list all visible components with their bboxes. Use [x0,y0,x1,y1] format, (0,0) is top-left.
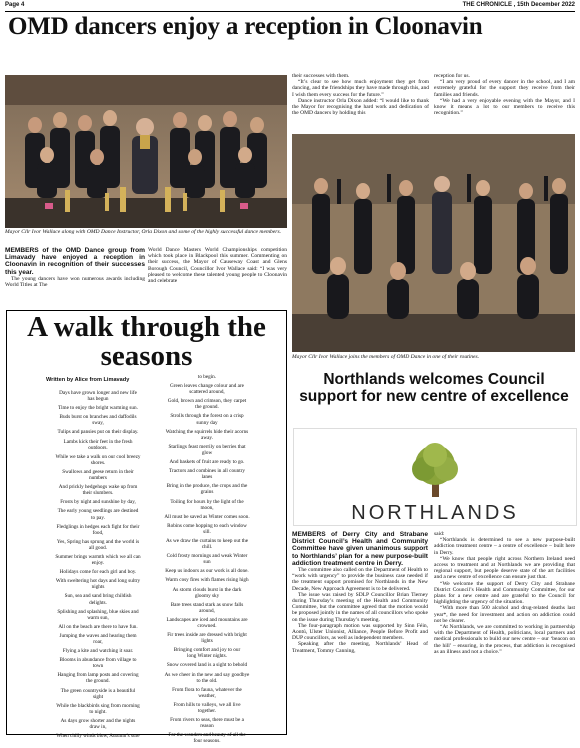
poem-stanza [46,593,150,605]
dance-caption-right: Mayor Cllr Ivor Wallace joins the members of OMD Dance in one of their routines. [292,354,480,360]
poem-line: to pay. [91,514,105,521]
poem-line: For the wonders and beauty of all the [168,732,246,739]
poem-stanza [155,732,259,744]
poem-line: Keep us indoors as our work is all done. [165,568,249,575]
poem-line: Watching the squirrels hide their acorns [165,428,249,435]
poem-stanza [46,672,150,684]
poem-line: As we draw the curtains to keep out the [165,537,249,544]
poem-line: Green leaves change colour and are [170,383,244,390]
poem-line: And prickly hedgehogs wake up from [58,484,138,491]
dance-col3-p3: Dance instructor Orla Dixon added: “I would like to thank the Mayor for recognising the hard work and dedication of the OMD dancers by holding this [292,97,429,117]
poem-stanza [46,733,150,739]
poem-stanza [155,523,259,535]
northlands-col-2 [434,531,575,655]
poem-stanza [155,538,259,550]
poem-line: sun [203,559,211,566]
poem-stanza [155,647,259,659]
poem-stanza [46,633,150,645]
poem-stanza [155,444,259,456]
poem-line: Blooms in abundance from village to [59,657,137,664]
dance-col-2 [148,247,287,284]
poem-stanza [155,587,259,599]
poem-line: Fledglings in hedges each fight for their [56,523,140,530]
poem-line: sway, [92,420,104,427]
poem-line: gloomy sky [194,592,220,599]
poem-line: crowned. [197,623,217,629]
poem-line: reason [200,723,214,730]
northlands-col1-p2: The issue was raised by SDLP Councillor Brian Tierney during Thursday’s meeting of the Health and Community Committee, but the committee agreed that the motion would be proposed jointly in the names of all councillors who spoke on the issue during Thursday’s meeting. [292,591,428,623]
poem-col-2 [155,374,259,748]
poem-line: Gold, brown and crimson, they carpet [167,398,247,405]
northlands-col-1 [292,531,428,654]
poem-line: sight [92,693,104,700]
poem-stanza [46,390,150,402]
dance-caption-left: Mayor Cllr Ivor Wallace along with OMD Dance Instructor, Orla Dixon and some of the highly successful dance members. [5,229,282,235]
dance-col1-text: The young dancers have won numerous awards including World Titles at The [5,275,145,289]
poem-col-1 [46,390,150,742]
poem-stanza [155,662,259,668]
poem-line: to begin. [197,374,217,380]
poem-stanza [46,703,150,715]
poem-line: away. [201,434,213,441]
northlands-lead: MEMBERS of Derry City and Strabane District Council’s Health and Community Committee have given unanimous support to Northlands’ plan for a new purpose-built addiction treatment centre in Derry. [292,531,428,567]
dance-col3-p2: “It’s clear to see how much enjoyment they get from dancing, and the friendships they have made through this, and I wish them every success for the future.” [292,79,429,98]
poem-line: While we take a walk on our cool breezy [55,453,141,460]
poem-line: The early young seedlings are destined [57,508,139,515]
poem-line: Yes, Spring has sprung and the world is [56,538,140,545]
dance-col4-p3: “We had a very enjoyable evening with the Mayor, and I know it means a lot to our members to receive this recognition.” [434,97,575,117]
poem-line: warm sun, [87,614,109,621]
poem-line: Strolls through the forest on a crisp [170,413,244,420]
poem-stanza [155,374,259,380]
northlands-col2-p2: “Northlands is determined to see a new purpose-built addiction treatment centre – a centre of excellence – built here in Derry. [434,537,575,556]
northlands-col2-p6: “At Northlands, we are committed to working in partnership with the Department of Health, politicians, local partners and medical professionals to build our new centre – our ‘beacon on the hill’ – ensuring, in the process, that addiction is recognised as an illness and not a choice.” [434,624,575,655]
poem-line: From hills to valleys, we all live [173,701,241,708]
page-number: Page 4 [5,2,25,8]
poem-line: glow [201,449,213,456]
poem-stanza [46,648,150,654]
poem-line: scattered around, [189,389,225,396]
poem-line: Time to enjoy the bright warming sun. [58,405,138,412]
poem-line: food, [92,529,104,536]
northlands-col2-p4: “We welcome the support of Derry City and Strabane District Council’s Health and Community Committee, for our plans for a new centre and are grateful to the Council for highlighting the urgency of the situation. [434,580,575,606]
northlands-col1-p4: Speaking after the meeting, Northlands’ Head of Treatment, Tommy Canning, [292,641,428,654]
publication-date: THE CHRONICLE , 15th December 2022 [462,2,575,8]
poem-line: Snow covered land is a sight to behold [166,662,248,669]
poem-line: Days have grown longer and new life [59,390,137,396]
poem-line: town [92,663,104,670]
poem-line: Cold frosty mornings and weak Winter [166,553,248,560]
poem-stanza [155,672,259,684]
poem-stanza [46,578,150,590]
poem-stanza [46,439,150,451]
poem-stanza [155,632,259,644]
poem-line: delights. [89,599,107,606]
northlands-col2-p3: “We know that people right across Northern Ireland need access to treatment and at Northlands we are providing that regional support, but people deserve state of the art facilities and a new centre of excellence can ensure just that. [434,555,575,581]
poem-line: all good. [88,544,108,551]
poem-line: the ground. [195,404,219,411]
poem-stanza [46,469,150,481]
poem-line: Landscapes are iced and mountains are [166,616,248,623]
dance-col4-p2: “I am very proud of every dancer in the school, and I am extremely grateful for the support they receive from their families and friends. [434,79,575,98]
poem-stanza [155,602,259,614]
poem-stanza [46,484,150,496]
northlands-col1-p1: The committee also called on the Department of Health to “work with urgency” to provide the business case needed if the treatment support promised for Northlands in the New Decade, New Approach Agreement is to be delivered. [292,567,428,592]
poem-line: All on the beach are there to have fun. [58,623,138,630]
poem-line: Tractors and combines in all country [168,468,246,475]
poem-line: From rivers to seas, there must be a [170,717,244,724]
poem-line: moon, [200,504,214,511]
poem-stanza [155,499,259,511]
poem-line: sill. [203,528,211,535]
poem-stanza [46,539,150,551]
poem-line: outdoors. [88,444,108,451]
poem-line: the ground. [86,678,110,685]
poem-line: Warm cosy fires with flames rising high [165,577,249,584]
poem-stanza [155,459,259,465]
poem-line: Toiling for hours by the light of the [170,498,244,505]
dance-col-4 [434,73,575,116]
poem-line: to night. [89,708,107,715]
dance-col2-text: World Dance Masters World Championships competition which took place in Blackpool this summer. Commenting on their success, the Mayor of Causeway Coast and Glens Borough Council, Councillor Ivor Wallace said: “I was very pleased to welcome these talented young people to Cloonavin and celebrate [148,247,287,285]
poem-stanza [46,688,150,700]
poem-line: roar, [93,639,103,645]
dance-lead: MEMBERS of the OMD Dance group from Limavady have enjoyed a reception in Cloonavin in recognition of their successes this year. [5,247,145,276]
poem-line: Starlings feast merrily on berries that [168,443,246,450]
dance-headline: OMD dancers enjoy a reception in Cloonavin [8,13,483,40]
poem-line: With sweltering hot days and long sultry [55,578,141,585]
poem-line: And baskets of fruit are ready to go. [169,459,245,466]
poem-stanza [155,617,259,629]
poem-line: chill. [201,544,213,551]
northlands-col2-p1: said: [434,531,445,537]
poem-stanza [46,429,150,435]
dance-col-1 [5,247,145,288]
poem-line: Swallows and geese return in their [62,468,134,475]
poem-line: Buds burst on branches and daffodils [59,414,137,421]
poem-stanza [46,569,150,575]
poem-line: Hanging from lamp posts and covering [57,672,139,679]
dance-col-3 [292,73,429,116]
poem-stanza [46,554,150,566]
poem-line: enjoy. [91,560,105,567]
header-rule [5,11,575,12]
tree-logo-icon [294,429,576,525]
poem-stanza [155,514,259,520]
poem-stanza [46,657,150,669]
poem-line: Robins come hopping to each window [167,522,247,529]
poem-line: draw in, [89,724,107,731]
poem-stanza [155,413,259,425]
poem-byline: Written by Alice from Limavady [46,377,130,383]
poem-stanza [155,383,259,395]
poem-stanza [46,499,150,505]
poem-line: Sun, sea and sand bring childish [64,593,132,600]
northlands-col1-p3: The four-paragraph motion was supported by Sinn Féin, Aontú, Ulster Unionist, Alliance, People Before Profit and DUP councillors, as well as independent members. [292,622,428,642]
northlands-col2-p5: “With more than 500 alcohol and drug-related deaths last year*, the need for investment and action on addiction could not be clearer. [434,605,575,624]
poem-stanza [46,524,150,536]
poem-line: lights [201,638,213,645]
poem-line: Summer brings warmth which we all can [55,553,141,560]
poem-line: long Winter nights. [187,653,227,660]
poem-line: Splishing and splashing, blue skies and [57,608,139,615]
poem-line: Bringing comfort and joy to our [173,647,241,654]
poem-stanza [46,609,150,621]
poem-line: grains [200,489,214,496]
poem-line: to the old. [196,677,218,684]
dance-col4-p1: reception for us. [434,73,470,79]
poem-line: four seasons. [193,738,221,745]
poem-line: Tulips and pansies put on their display. [57,429,139,436]
poem-line: From flora to fauna, whatever the [172,686,242,693]
poem-stanza [46,718,150,730]
poem-line: While the blackbirds sing from morning [56,702,140,709]
poem-line: Flying a kite and watching it soar. [62,648,134,655]
poem-line: Holidays come for each girl and boy. [59,569,137,576]
poem-stanza [155,398,259,410]
poem-stanza [155,483,259,495]
poem-stanza [155,468,259,480]
poem-line: As we cheer in the new and say goodbye [164,671,250,678]
poem-line: around, [199,607,215,614]
poem-line: As days grow shorter and the nights [60,717,136,724]
dance-col3-p1: their successes with them. [292,73,350,79]
poem-stanza [155,429,259,441]
poem-line: Jumping the waves and hearing them [59,632,137,639]
poem-line: numbers [89,475,107,482]
poem-line: Bring in the produce, the crops and the [166,483,248,490]
poem-stanza [155,577,259,583]
poem-line: their slumbers. [82,490,114,497]
northlands-logo [293,428,577,526]
poem-stanza [46,414,150,426]
poem-stanza [155,687,259,699]
poem-line: When chilly winds blow, Autumn’s sure [56,733,140,740]
poem-line: weather, [198,692,216,699]
poem-line: lanes [201,474,213,481]
poem-title: A walk through the seasons [27,311,266,372]
poem-line: Lambs kick their feet in the fresh [63,438,133,445]
poem-line: As storm clouds burst in the dark [172,586,242,593]
northlands-headline: Northlands welcomes Council support for new centre of excellence [299,371,569,405]
poem-stanza [155,568,259,574]
poem-line: Fir trees inside are dressed with bright [167,632,247,639]
poem-stanza [155,717,259,729]
poem-line: together. [197,708,216,715]
poem-line: nights [91,584,105,591]
poem-line: sunny day [196,419,218,426]
poem-stanza [46,624,150,630]
poem-stanza [46,508,150,520]
poem-line: The green countryside is a beautiful [60,687,136,694]
poem-line: Bare trees stand stark as snow falls [170,601,244,608]
poem-stanza [155,553,259,565]
poem-line: has begun [87,396,109,403]
dance-routine-photo [292,134,575,352]
poem-line: All must be saved as Winter comes soon. [164,513,250,520]
poem-stanza [155,702,259,714]
poem-stanza [46,405,150,411]
poem-stanza [46,454,150,466]
poem-line: shores. [90,459,106,466]
northlands-logo-text: NORTHLANDS [351,502,519,524]
poem-line: Frosts by night and sunshine by day, [60,499,136,506]
dance-group-photo [5,75,287,228]
